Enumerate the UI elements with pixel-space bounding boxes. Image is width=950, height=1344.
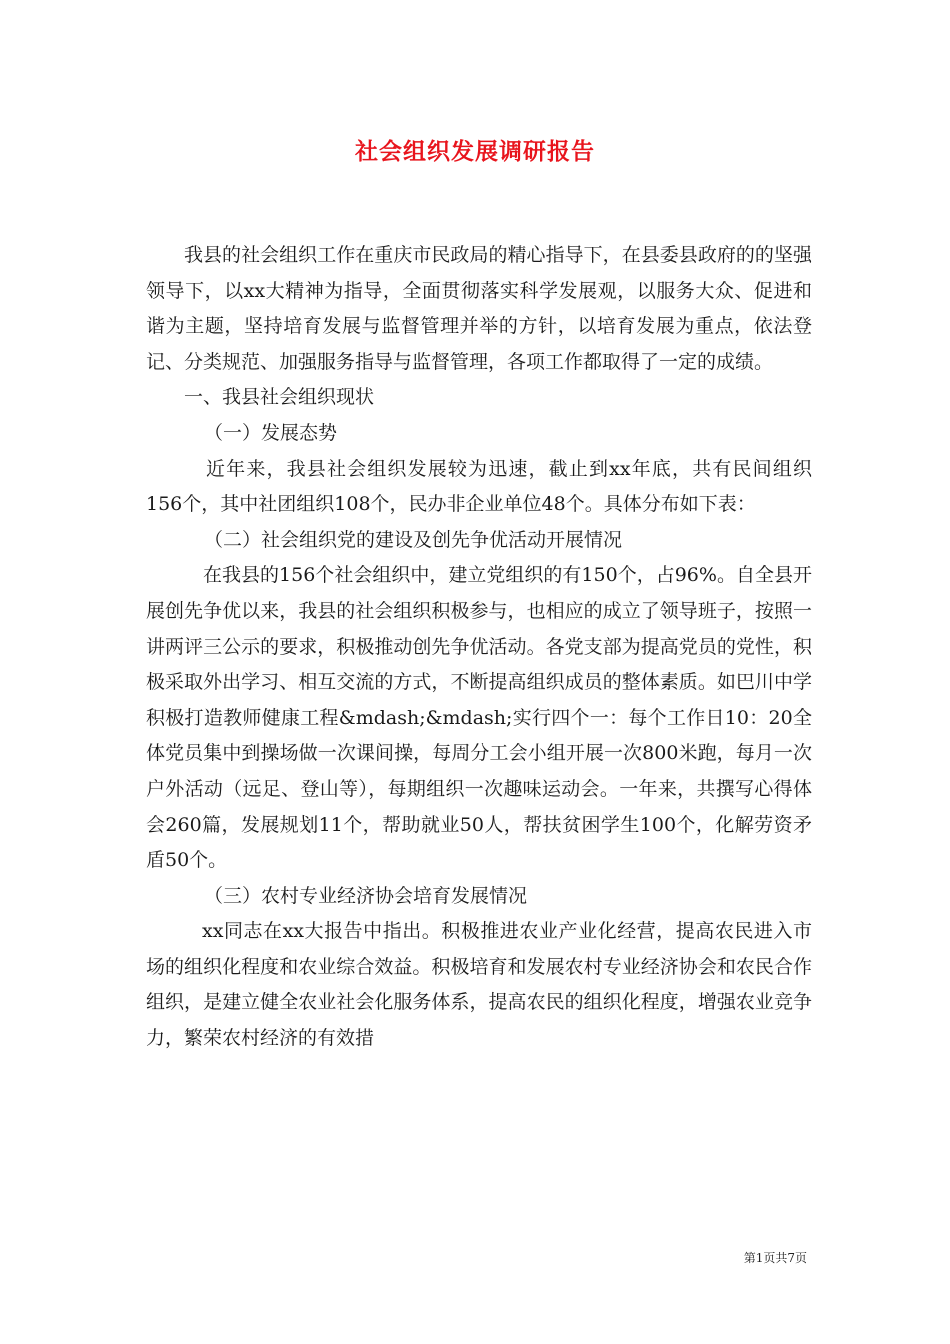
document-body bbox=[146, 238, 812, 1057]
subheading-rural-associations: （三）农村专业经济协会培育发展情况 bbox=[204, 884, 528, 907]
intro-paragraph: 我县的社会组织工作在重庆市民政局的精心指导下，在县委县政府的的坚强领导下，以xx大精神为指导，全面贯彻落实科学发展观，以服务大众、促进和谐为主题，坚持培育发展与监督管理并举的方针，以培育发展为重点，依法登记、分类规范、加强服务指导与监督管理，各项工作都取得了一定的成绩。 bbox=[146, 244, 812, 373]
paragraph-rural-associations: xx同志在xx大报告中指出。积极推进农业产业化经营，提高农民进入市场的组织化程度和农业综合效益。积极培育和发展农村专业经济协会和农民合作组织，是建立健全农业社会化服务体系，提高农民的组织化程度，增强农业竞争力，繁荣农村经济的有效措 bbox=[146, 920, 812, 1050]
document-title: 社会组织发展调研报告 bbox=[355, 138, 595, 165]
page-number: 第1页共7页 bbox=[743, 1251, 807, 1265]
paragraph-development-trend: 近年来，我县社会组织发展较为迅速，截止到xx年底，共有民间组织156个，其中社团组织108个，民办非企业单位48个。具体分布如下表： bbox=[146, 457, 812, 516]
section-heading-1: 一、我县社会组织现状 bbox=[184, 386, 375, 409]
subheading-development-trend: （一）发展态势 bbox=[204, 421, 338, 444]
paragraph-party-building: 在我县的156个社会组织中，建立党组织的有150个，占96%。自全县开展创先争优以来，我县的社会组织积极参与，也相应的成立了领导班子，按照一讲两评三公示的要求，积极推动创先争优活动。各党支部为提高党员的党性，积极采取外出学习、相互交流的方式，不断提高组织成员的整体素质。如巴川中学积极打造教师健康工程&mdash;&mdash;实行四个一：每个工作日10：20全体党员集中到操场做一次课间操，每周分工会小组开展一次800米跑，每月一次户外活动（远足、登山等），每期组织一次趣味运动会。一年来，共撰写心得体会260篇，发展规划11个，帮助就业50人，帮扶贫困学生100个，化解劳资矛盾50个。 bbox=[146, 564, 812, 872]
subheading-party-building: （二）社会组织党的建设及创先争优活动开展情况 bbox=[204, 528, 623, 551]
